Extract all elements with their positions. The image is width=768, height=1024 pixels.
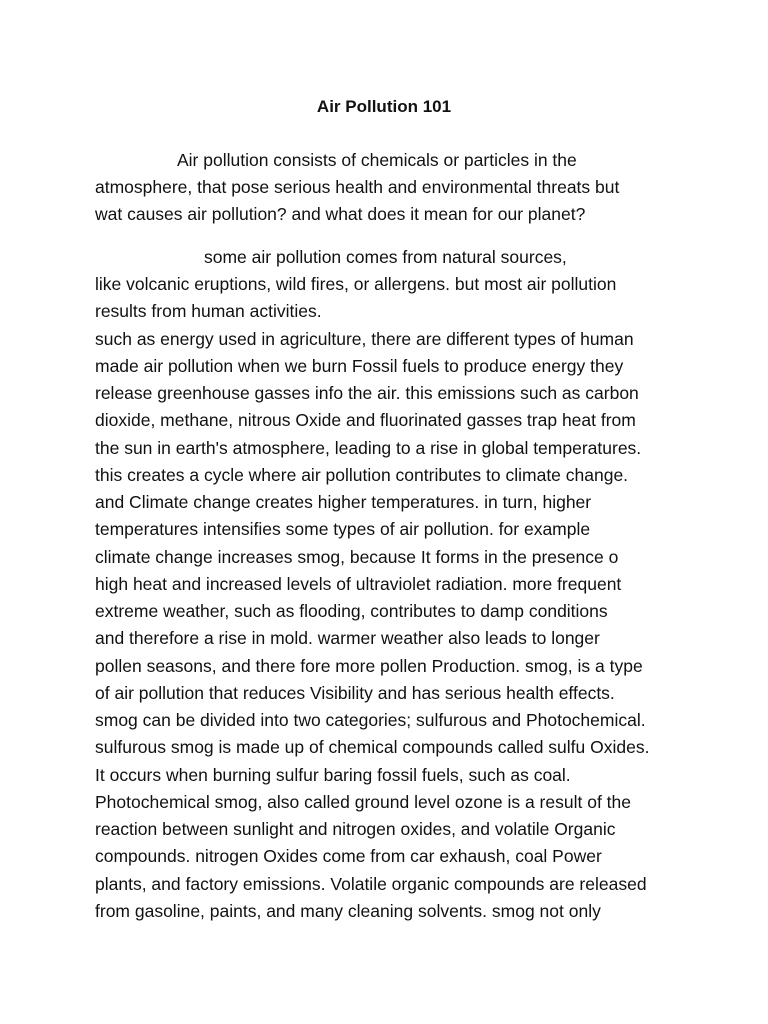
paragraph-1-line: wat causes air pollution? and what does it mean for our planet? (95, 204, 586, 224)
paragraph-2-line: like volcanic eruptions, wild fires, or allergens. but most air pollution (95, 274, 617, 294)
paragraph-2-line: Photochemical smog, also called ground level ozone is a result of the (95, 792, 631, 812)
paragraph-2-line: made air pollution when we burn Fossil fuels to produce energy they (95, 356, 624, 376)
paragraph-2-line: smog can be divided into two categories; sulfurous and Photochemical. (95, 710, 646, 730)
paragraph-2-line: from gasoline, paints, and many cleaning solvents. smog not only (95, 901, 601, 921)
paragraph-2-line: the sun in earth's atmosphere, leading to a rise in global temperatures. (95, 438, 642, 458)
paragraph-2-line: such as energy used in agriculture, there are different types of human (95, 329, 634, 349)
paragraph-1-line: atmosphere, that pose serious health and environmental threats but (95, 177, 620, 197)
paragraph-2-line: compounds. nitrogen Oxides come from car exhaush, coal Power (95, 846, 602, 866)
paragraph-2-line: It occurs when burning sulfur baring fossil fuels, such as coal. (95, 765, 571, 785)
paragraph-1-line: Air pollution consists of chemicals or particles in the (177, 150, 577, 170)
paragraph-2-line: and Climate change creates higher temperatures. in turn, higher (95, 492, 592, 512)
paragraph-2-line: some air pollution comes from natural sources, (204, 247, 567, 267)
paragraph-2-line: temperatures intensifies some types of air pollution. for example (95, 519, 591, 539)
paragraph-2-line: this creates a cycle where air pollution contributes to climate change. (95, 465, 629, 485)
paragraph-2-line: of air pollution that reduces Visibility and has serious health effects. (95, 683, 615, 703)
paragraph-2-line: sulfurous smog is made up of chemical compounds called sulfu Oxides. (95, 737, 650, 757)
paragraph-2-line: results from human activities. (95, 301, 322, 321)
paragraph-2-line: climate change increases smog, because It forms in the presence o (95, 547, 619, 567)
paragraph-2-line: high heat and increased levels of ultraviolet radiation. more frequent (95, 574, 622, 594)
paragraph-2-line: and therefore a rise in mold. warmer weather also leads to longer (95, 628, 600, 648)
paragraph-2-line: extreme weather, such as flooding, contributes to damp conditions (95, 601, 608, 621)
paragraph-2-line: plants, and factory emissions. Volatile organic compounds are released (95, 874, 647, 894)
paragraph-2-line: pollen seasons, and there fore more pollen Production. smog, is a type (95, 656, 643, 676)
paragraph-2-line: dioxide, methane, nitrous Oxide and fluorinated gasses trap heat from (95, 410, 636, 430)
document-title: Air Pollution 101 (316, 97, 452, 116)
paragraph-2-line: reaction between sunlight and nitrogen oxides, and volatile Organic (95, 819, 616, 839)
paragraph-2-line: release greenhouse gasses info the air. this emissions such as carbon (95, 383, 639, 403)
